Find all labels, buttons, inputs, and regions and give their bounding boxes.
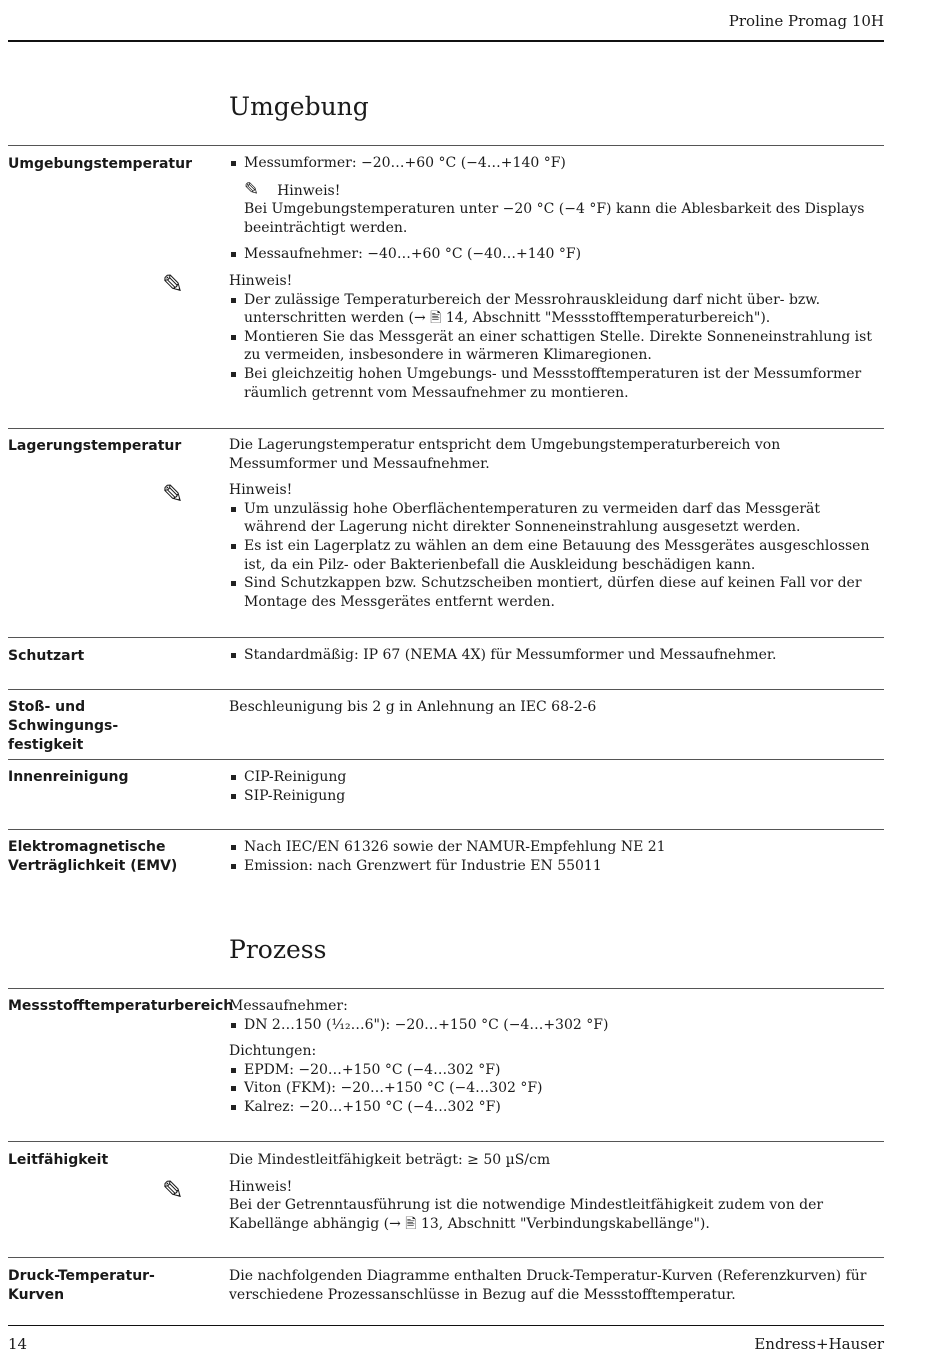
body-text: Die nachfolgenden Diagramme enthalten Druck-Temperatur-Kurven (Referenzkurven) für verschiedene Prozessanschlüsse in Bezug auf die Messstofftemperatur. bbox=[229, 1268, 867, 1303]
note-text: Bei der Getrenntausführung ist die notwendige Mindestleitfähigkeit zudem von der Kabellänge abhängig (→ 🖹 13, Abschnitt "Verbindungskabellänge"). bbox=[229, 1197, 824, 1232]
note-title: Hinweis! bbox=[229, 482, 293, 499]
label-umgebungstemperatur: Umgebungstemperatur bbox=[8, 156, 192, 172]
note-title: Hinweis! bbox=[229, 272, 293, 289]
section-title-umgebung: Umgebung bbox=[229, 92, 369, 121]
label-lagerungstemperatur: Lagerungstemperatur bbox=[8, 438, 182, 454]
body-text: Die Lagerungstemperatur entspricht dem Umgebungstemperaturbereich von Messumformer und Messaufnehmer. bbox=[229, 437, 781, 472]
list-item: Messumformer: −20…+60 °C (−4…+140 °F) bbox=[229, 154, 885, 173]
note-pencil-icon: ✎ bbox=[162, 480, 184, 510]
content-messstofftemperatur bbox=[229, 997, 885, 1117]
list-item: CIP-Reinigung bbox=[229, 768, 885, 787]
list-item: Es ist ein Lagerplatz zu wählen an dem eine Betauung des Messgerätes ausgeschlossen ist, da ein Pilz- oder Bakterienbefall die Auskleidung beschädigen kann. bbox=[229, 537, 885, 574]
content-innenreinigung bbox=[229, 768, 885, 805]
label-messstofftemperaturbereich: Messstofftemperaturbereich bbox=[8, 998, 234, 1014]
note-pencil-icon: ✎ bbox=[162, 270, 184, 300]
row-rule bbox=[8, 759, 884, 760]
inline-note bbox=[229, 178, 885, 238]
row-rule bbox=[8, 145, 884, 146]
label-leitfaehigkeit: Leitfähigkeit bbox=[8, 1152, 109, 1168]
content-leitfaehigkeit bbox=[229, 1151, 885, 1233]
label-stoss-schwingungsfestigkeit: Stoß- und Schwingungs-festigkeit bbox=[8, 699, 119, 753]
sub-heading: Messaufnehmer: bbox=[229, 998, 348, 1014]
list-item: Viton (FKM): −20…+150 °C (−4…302 °F) bbox=[229, 1079, 885, 1098]
section-title-prozess: Prozess bbox=[229, 935, 327, 964]
note-text: Bei Umgebungstemperaturen unter −20 °C (−4 °F) kann die Ablesbarkeit des Displays beeinträchtigt werden. bbox=[244, 201, 865, 236]
body-text: Beschleunigung bis 2 g in Anlehnung an IEC 68-2-6 bbox=[229, 699, 597, 715]
row-rule bbox=[8, 1257, 884, 1258]
note-pencil-icon: ✎ bbox=[244, 178, 260, 200]
list-item: DN 2…150 (¹⁄₁₂…6"): −20…+150 °C (−4…+302 °F) bbox=[229, 1016, 885, 1035]
footer-rule bbox=[8, 1325, 884, 1326]
content-emv bbox=[229, 838, 885, 875]
list-item: Bei gleichzeitig hohen Umgebungs- und Messstofftemperaturen ist der Messumformer räumlich getrennt vom Messaufnehmer zu montieren. bbox=[229, 365, 885, 402]
list-item: Sind Schutzkappen bzw. Schutzscheiben montiert, dürfen diese auf keinen Fall vor der Montage des Messgerätes entfernt werden. bbox=[229, 574, 885, 611]
note-title: Hinweis! bbox=[229, 1178, 293, 1195]
header-rule bbox=[8, 40, 884, 42]
list-item: Nach IEC/EN 61326 sowie der NAMUR-Empfehlung NE 21 bbox=[229, 838, 885, 857]
label-schutzart: Schutzart bbox=[8, 648, 85, 664]
content-stoss bbox=[229, 698, 885, 717]
row-rule bbox=[8, 637, 884, 638]
content-lagerungstemperatur bbox=[229, 436, 885, 611]
running-header: Proline Promag 10H bbox=[728, 12, 884, 30]
list-item: Messaufnehmer: −40…+60 °C (−40…+140 °F) bbox=[229, 245, 885, 264]
content-druck bbox=[229, 1267, 885, 1304]
note-title: Hinweis! bbox=[277, 182, 341, 199]
note-pencil-icon: ✎ bbox=[162, 1176, 184, 1206]
label-druck-temperatur-kurven: Druck-Temperatur-Kurven bbox=[8, 1268, 155, 1303]
list-item: Montieren Sie das Messgerät an einer schattigen Stelle. Direkte Sonneneinstrahlung ist zu vermeiden, insbesondere in wärmeren Klimaregionen. bbox=[229, 328, 885, 365]
label-innenreinigung: Innenreinigung bbox=[8, 769, 129, 785]
row-rule bbox=[8, 988, 884, 989]
row-rule bbox=[8, 428, 884, 429]
list-item: Standardmäßig: IP 67 (NEMA 4X) für Messumformer und Messaufnehmer. bbox=[229, 646, 885, 665]
row-rule bbox=[8, 689, 884, 690]
footer-brand: Endress+Hauser bbox=[754, 1335, 884, 1353]
list-item: Kalrez: −20…+150 °C (−4…302 °F) bbox=[229, 1098, 885, 1117]
row-rule bbox=[8, 829, 884, 830]
list-item: SIP-Reinigung bbox=[229, 787, 885, 806]
row-rule bbox=[8, 1141, 884, 1142]
list-item: EPDM: −20…+150 °C (−4…302 °F) bbox=[229, 1061, 885, 1080]
content-schutzart bbox=[229, 646, 885, 665]
sub-heading: Dichtungen: bbox=[229, 1043, 317, 1060]
content-umgebungstemperatur bbox=[229, 154, 885, 402]
body-text: Die Mindestleitfähigkeit beträgt: ≥ 50 µS/cm bbox=[229, 1152, 551, 1168]
label-emv: Elektromagnetische Verträglichkeit (EMV) bbox=[8, 839, 178, 874]
list-item: Um unzulässig hohe Oberflächentemperaturen zu vermeiden darf das Messgerät während der Lagerung nicht direkter Sonneneinstrahlung ausgesetzt werden. bbox=[229, 500, 885, 537]
list-item: Emission: nach Grenzwert für Industrie EN 55011 bbox=[229, 857, 885, 876]
page-number: 14 bbox=[8, 1335, 28, 1353]
list-item: Der zulässige Temperaturbereich der Messrohrauskleidung darf nicht über- bzw. unterschritten werden (→ 🖹 14, Abschnitt "Messstofftemperaturbereich"). bbox=[229, 291, 885, 328]
